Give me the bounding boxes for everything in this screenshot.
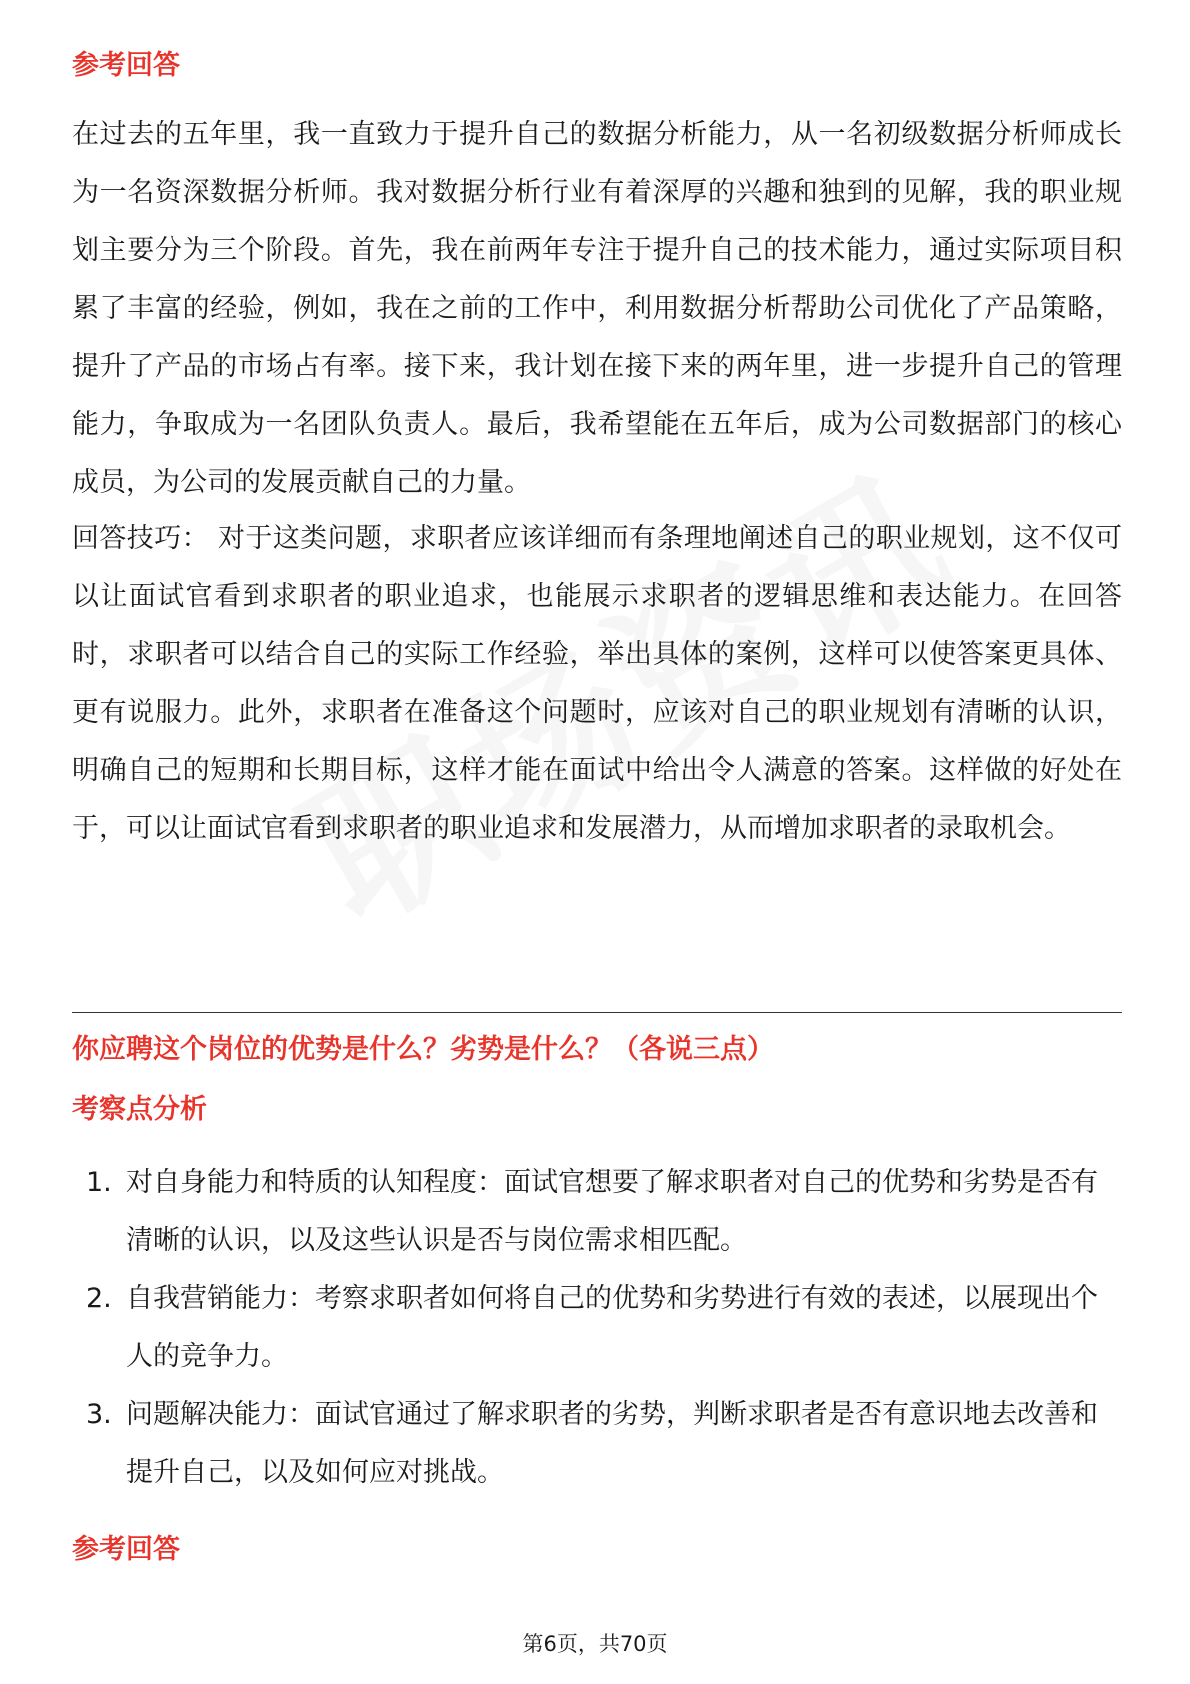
analysis-list	[72, 1154, 1122, 1502]
list-item-text: 对自身能力和特质的认知程度：面试官想要了解求职者对自己的优势和劣势是否有清晰的认识，以及这些认识是否与岗位需求相匹配。	[126, 1167, 1098, 1256]
list-item-number: 1.	[86, 1167, 112, 1198]
answer-tips-text: 回答技巧： 对于这类问题，求职者应该详细而有条理地阐述自己的职业规划，这不仅可以让面试官看到求职者的职业追求，也能展示求职者的逻辑思维和表达能力。在回答时，求职者可以结合自己的实际工作经验，举出具体的案例，这样可以使答案更具体、更有说服力。此外，求职者在准备这个问题时，应该对自己的职业规划有清晰的认识，明确自己的短期和长期目标，这样才能在面试中给出令人满意的答案。这样做的好处在于，可以让面试官看到求职者的职业追求和发展潜力，从而增加求职者的录取机会。	[72, 523, 1122, 844]
list-item	[72, 1270, 1122, 1386]
list-item	[72, 1154, 1122, 1270]
reference-answer-heading-2: 参考回答	[72, 1534, 180, 1565]
analysis-heading: 考察点分析	[72, 1094, 207, 1125]
list-item	[72, 1386, 1122, 1502]
list-item-number: 2.	[86, 1283, 112, 1314]
section-divider	[72, 1012, 1122, 1013]
question-title: 你应聘这个岗位的优势是什么？劣势是什么？（各说三点）	[72, 1034, 774, 1065]
reference-answer-text: 在过去的五年里，我一直致力于提升自己的数据分析能力，从一名初级数据分析师成长为一名资深数据分析师。我对数据分析行业有着深厚的兴趣和独到的见解，我的职业规划主要分为三个阶段。首先，我在前两年专注于提升自己的技术能力，通过实际项目积累了丰富的经验，例如，我在之前的工作中，利用数据分析帮助公司优化了产品策略，提升了产品的市场占有率。接下来，我计划在接下来的两年里，进一步提升自己的管理能力，争取成为一名团队负责人。最后，我希望能在五年后，成为公司数据部门的核心成员，为公司的发展贡献自己的力量。	[72, 119, 1122, 498]
list-item-text: 自我营销能力：考察求职者如何将自己的优势和劣势进行有效的表述，以展现出个人的竞争力。	[126, 1283, 1098, 1372]
list-item-text: 问题解决能力：面试官通过了解求职者的劣势，判断求职者是否有意识地去改善和提升自己，以及如何应对挑战。	[126, 1399, 1098, 1488]
reference-answer-heading: 参考回答	[72, 50, 180, 81]
page-number: 第6页，共70页	[522, 1632, 668, 1656]
list-item-number: 3.	[86, 1399, 112, 1430]
